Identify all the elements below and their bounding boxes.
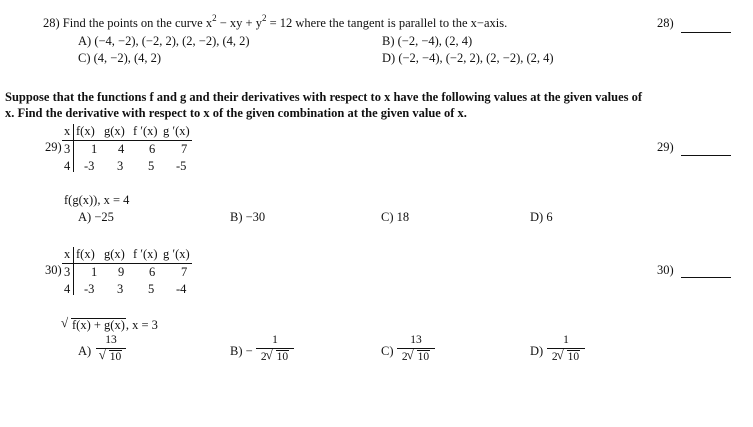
q29-cell-f-4: -3 [84,159,95,173]
q30-answer-blank[interactable] [681,277,731,278]
q28-choice-a[interactable]: A) (−4, −2), (−2, 2), (2, −2), (4, 2) [78,34,250,48]
q30-cell-fp-3: 6 [149,265,156,279]
q30-choice-a-den-radicand: 10 [109,350,122,363]
q28-number: 28) [43,16,60,30]
q30-sqrt [62,318,126,332]
q29-choice-d[interactable]: D) 6 [530,210,553,224]
q30-header-gpx: g ′(x) [163,247,190,261]
q29-cell-fp-3: 6 [149,142,156,156]
q30-expression-suffix: , x = 3 [125,318,158,332]
q29-header-gpx: g ′(x) [163,124,190,138]
q30-choice-c-label: C) [381,344,394,358]
q30-header-gx: g(x) [104,247,125,261]
q30-table-divider [73,247,74,295]
q30-choice-b-sign: − [245,344,253,358]
q29-expression: f(g(x)), x = 4 [64,193,130,207]
q30-choice-b-letter: B) [230,344,243,358]
q29-cell-x-3: 3 [64,142,71,156]
q30-cell-fp-4: 5 [148,282,155,296]
q30-choice-d-den-radicand: 10 [567,350,580,363]
q30-choice-d-label: D) [530,344,544,358]
q28-choice-d[interactable]: D) (−2, −4), (−2, 2), (2, −2), (2, 4) [382,51,554,65]
q29-cell-x-4: 4 [64,159,71,173]
q28-exponent-2: 2 [261,13,267,23]
q30-expression [62,318,158,332]
q30-choice-a-label: A) [78,344,92,358]
q30-choice-a-fraction [96,334,126,363]
q30-choice-d-den-coef: 2 [551,350,558,363]
q29-cell-f-3: 1 [91,142,98,156]
q29-table-divider [73,124,74,172]
q30-header-x: x [64,247,71,261]
q30-choice-c-den-coef: 2 [401,350,408,363]
q30-cell-x-4: 4 [64,282,71,296]
q28-text-after: = 12 where the tangent is parallel to the x−axis. [266,16,508,30]
q29-header-gx: g(x) [104,124,125,138]
q29-cell-g-3: 4 [118,142,125,156]
q30-cell-g-4: 3 [117,282,124,296]
q29-header-fx: f(x) [76,124,95,138]
q30-table-rule [62,263,192,264]
q28-choice-c[interactable]: C) (4, −2), (4, 2) [78,51,162,65]
q30-answer-label: 30) [657,263,674,277]
q29-header-fpx: f ′(x) [133,124,158,138]
instructions-line-1: Suppose that the functions f and g and their derivatives with respect to x have the following values at the given values of [5,90,643,104]
q30-choice-b-den-radicand: 10 [276,350,289,363]
q30-cell-gp-4: -4 [176,282,187,296]
q28-choice-b[interactable]: B) (−2, −4), (2, 4) [382,34,473,48]
q29-table-rule [62,140,192,141]
q30-header-fpx: f ′(x) [133,247,158,261]
q29-choice-a[interactable]: A) −25 [78,210,114,224]
q30-cell-f-3: 1 [91,265,98,279]
q30-header-fx: f(x) [76,247,95,261]
q29-answer-blank[interactable] [681,155,731,156]
q28-answer-label: 28) [657,16,674,30]
q30-radicand: f(x) + g(x) [72,318,125,332]
q29-header-x: x [64,124,71,138]
q30-choice-d-denominator [547,349,585,364]
q28-text-mid: − xy + y [216,16,262,30]
q29-cell-gp-3: 7 [181,142,188,156]
q29-cell-fp-4: 5 [148,159,155,173]
instructions-line-2: x. Find the derivative with respect to x of the given combination at the given value of x. [5,106,467,120]
q30-choice-d-numerator: 1 [547,334,585,349]
q30-choice-b-label [230,345,253,358]
q30-number: 30) [45,263,62,277]
q30-choice-c-den-radicand: 10 [417,350,430,363]
q29-choice-b[interactable]: B) −30 [230,210,266,224]
q28-answer-blank[interactable] [681,32,731,33]
q30-cell-f-4: -3 [84,282,95,296]
q29-answer-label: 29) [657,140,674,154]
q30-cell-x-3: 3 [64,265,71,279]
q30-choice-a-numerator: 13 [96,334,126,349]
q30-choice-c-numerator: 13 [397,334,435,349]
q30-choice-b-numerator: 1 [256,334,294,349]
q28-exponent-1: 2 [212,13,217,23]
q29-number: 29) [45,140,62,154]
q30-cell-gp-3: 7 [181,265,188,279]
q30-choice-b-fraction [256,334,294,363]
q30-choice-c-fraction [397,334,435,363]
q30-choice-d-fraction [547,334,585,363]
q30-choice-b-den-coef: 2 [260,350,267,363]
q30-choice-c-denominator [397,349,435,364]
q28-text-before: Find the points on the curve x [62,16,213,30]
q30-choice-a-denominator [96,349,126,364]
q30-cell-g-3: 9 [118,265,125,279]
q29-cell-gp-4: -5 [176,159,187,173]
q29-cell-g-4: 3 [117,159,124,173]
q30-choice-b-denominator [256,349,294,364]
q28-stem [43,13,508,30]
q29-choice-c[interactable]: C) 18 [381,210,410,224]
